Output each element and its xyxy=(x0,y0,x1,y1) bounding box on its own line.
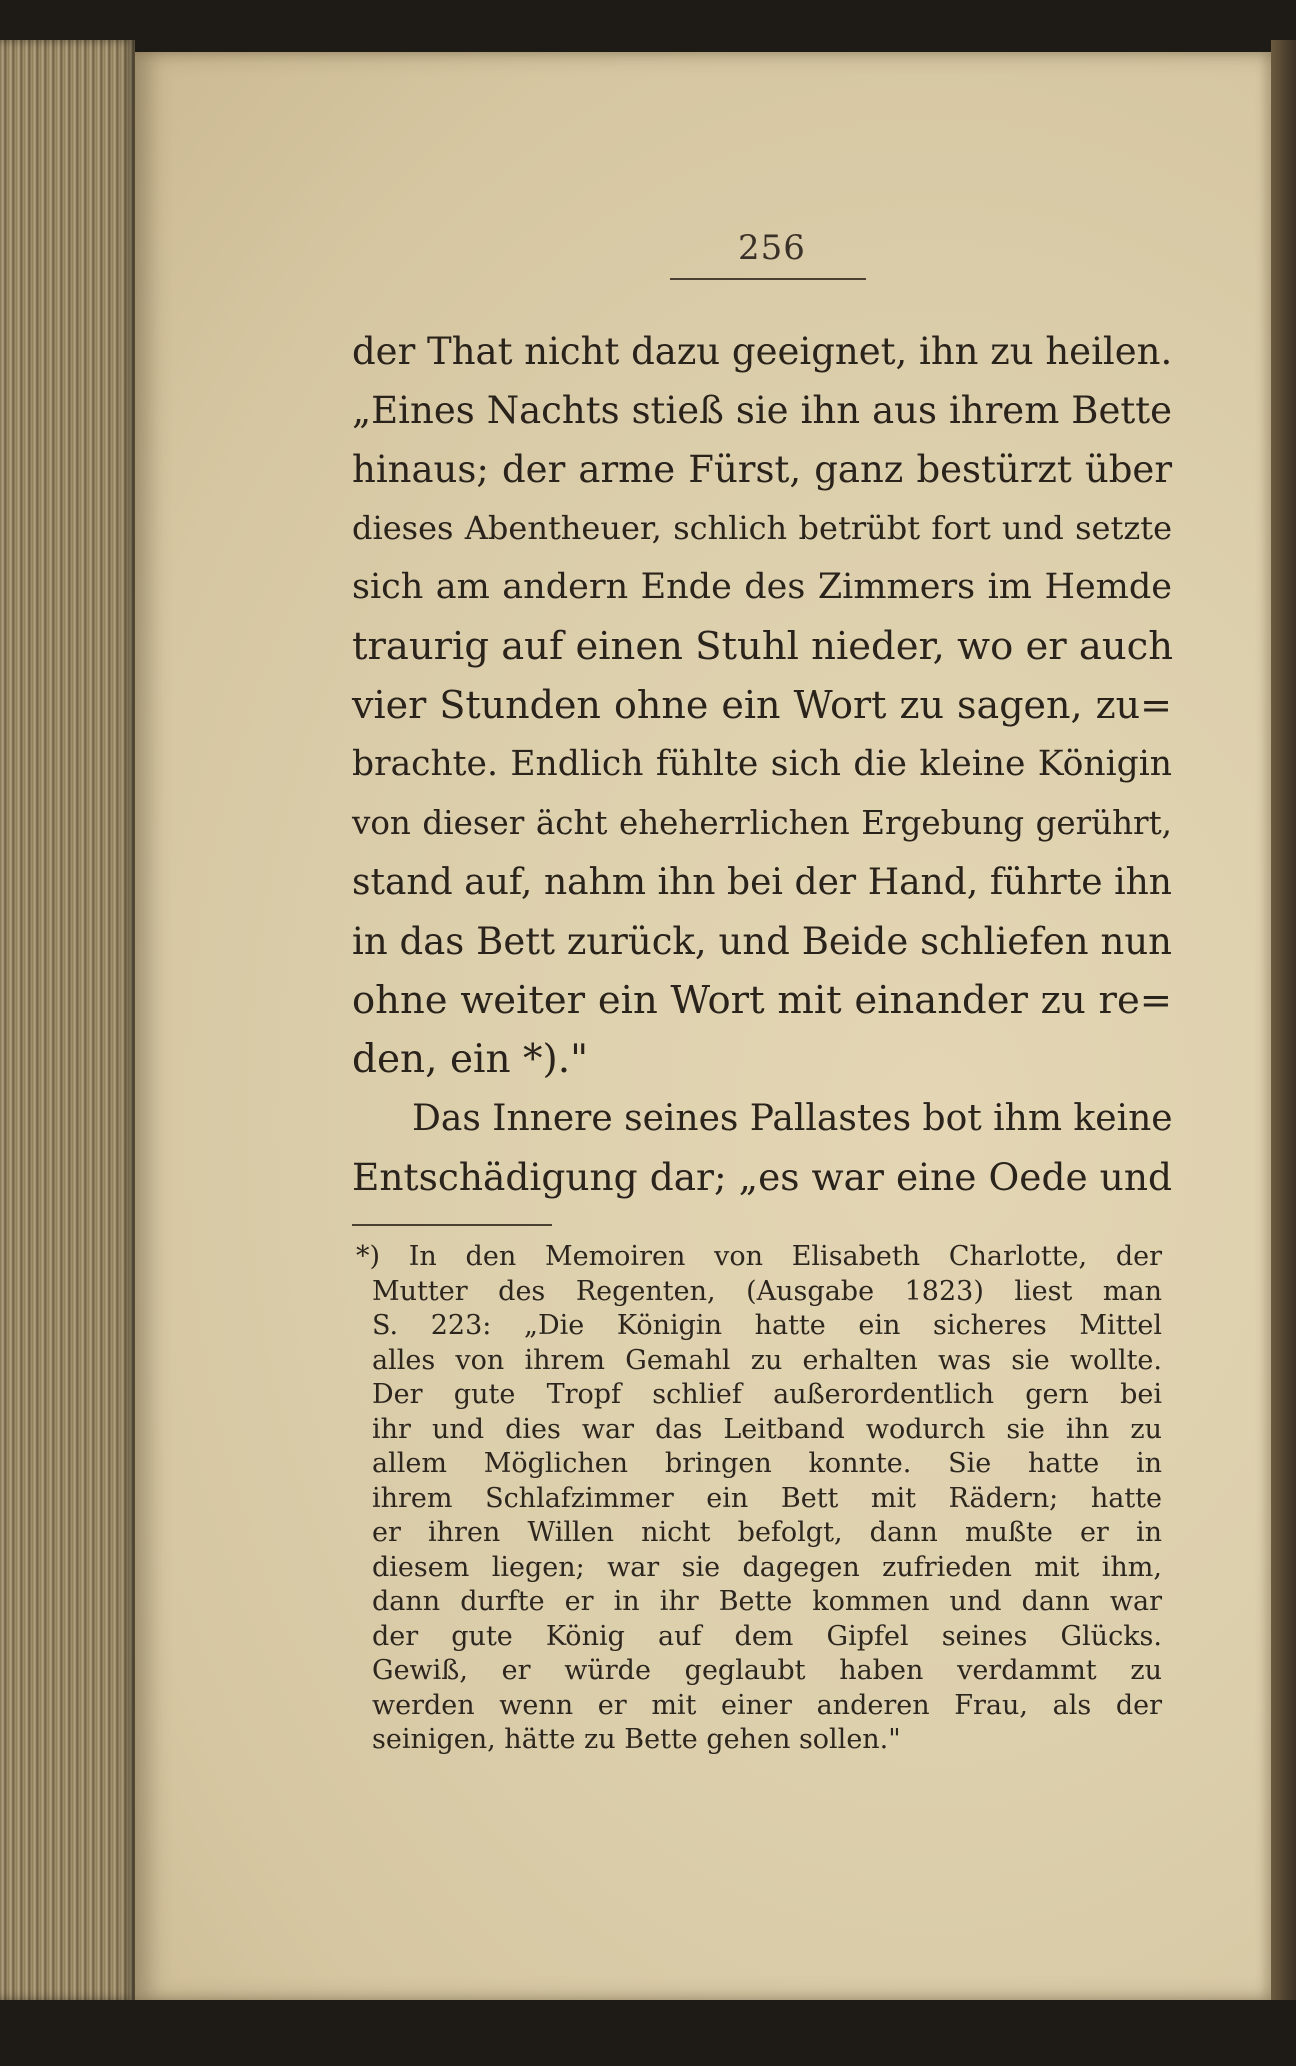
text-line: brachte. Endlich fühlte sich die kleine Königin xyxy=(352,744,1172,784)
text-line: traurig auf einen Stuhl nieder, wo er auch xyxy=(352,624,1174,669)
footnote-rule xyxy=(352,1224,552,1226)
text-line: ohne weiter ein Wort mit einander zu re= xyxy=(352,978,1172,1023)
text-line: Das Innere seines Pallastes bot ihm keine xyxy=(412,1098,1173,1139)
footnote-line: seinigen, hätte zu Bette gehen sollen." xyxy=(372,1724,901,1755)
footnote-line: Mutter des Regenten, (Ausgabe 1823) liest man xyxy=(372,1275,1162,1307)
footnote-line: S. 223: „Die Königin hatte ein sicheres Mittel xyxy=(372,1310,1162,1341)
footnote-line: er ihren Willen nicht befolgt, dann mußte er in xyxy=(372,1517,1162,1548)
footnote-line: dann durfte er in ihr Bette kommen und dann war xyxy=(372,1586,1162,1617)
footnote-line: der gute König auf dem Gipfel seines Glücks. xyxy=(372,1620,1162,1652)
footnote-line: ihrem Schlafzimmer ein Bett mit Rädern; hatte xyxy=(372,1482,1162,1514)
text-line: Entschädigung dar; „es war eine Oede und xyxy=(352,1155,1172,1199)
footnote-line: *) In den Memoiren von Elisabeth Charlotte, der xyxy=(356,1241,1162,1272)
text-line: vier Stunden ohne ein Wort zu sagen, zu= xyxy=(352,683,1172,727)
text-line: der That nicht dazu geeignet, ihn zu heilen. xyxy=(352,330,1173,373)
text-line: von dieser ächt eheherrlichen Ergebung gerührt, xyxy=(352,804,1172,842)
footnote-line: allem Möglichen bringen konnte. Sie hatte in xyxy=(372,1448,1162,1479)
text-line: hinaus; der arme Fürst, ganz bestürzt über xyxy=(352,448,1172,491)
footnote-line: werden wenn er mit einer anderen Frau, als der xyxy=(372,1689,1162,1721)
footnote-line: Der gute Tropf schlief außerordentlich gern bei xyxy=(372,1379,1162,1410)
text-line: sich am andern Ende des Zimmers im Hemde xyxy=(352,567,1172,607)
footnote-line: ihr und dies war das Leitband wodurch sie ihn zu xyxy=(372,1413,1162,1445)
footnote-line: Gewiß, er würde geglaubt haben verdammt zu xyxy=(372,1655,1162,1686)
text-line: „Eines Nachts stieß sie ihn aus ihrem Bette xyxy=(352,389,1172,432)
book-right-edge xyxy=(1271,40,1296,2000)
footnote-line: diesem liegen; war sie dagegen zufrieden mit ihm, xyxy=(372,1551,1162,1583)
text-line: stand auf, nahm ihn bei der Hand, führte ihn xyxy=(352,862,1172,903)
page-number: 256 xyxy=(738,228,806,268)
footnote xyxy=(356,1240,1162,1758)
book-page-edges xyxy=(0,40,135,2000)
text-line: den, ein *)." xyxy=(352,1037,589,1082)
text-line: in das Bett zurück, und Beide schliefen nun xyxy=(352,920,1172,963)
footnote-line: alles von ihrem Gemahl zu erhalten was sie wollte. xyxy=(372,1344,1162,1376)
text-line: dieses Abentheuer, schlich betrübt fort und setzte xyxy=(352,509,1172,547)
header-rule xyxy=(670,278,866,280)
main-text xyxy=(352,322,1172,1207)
